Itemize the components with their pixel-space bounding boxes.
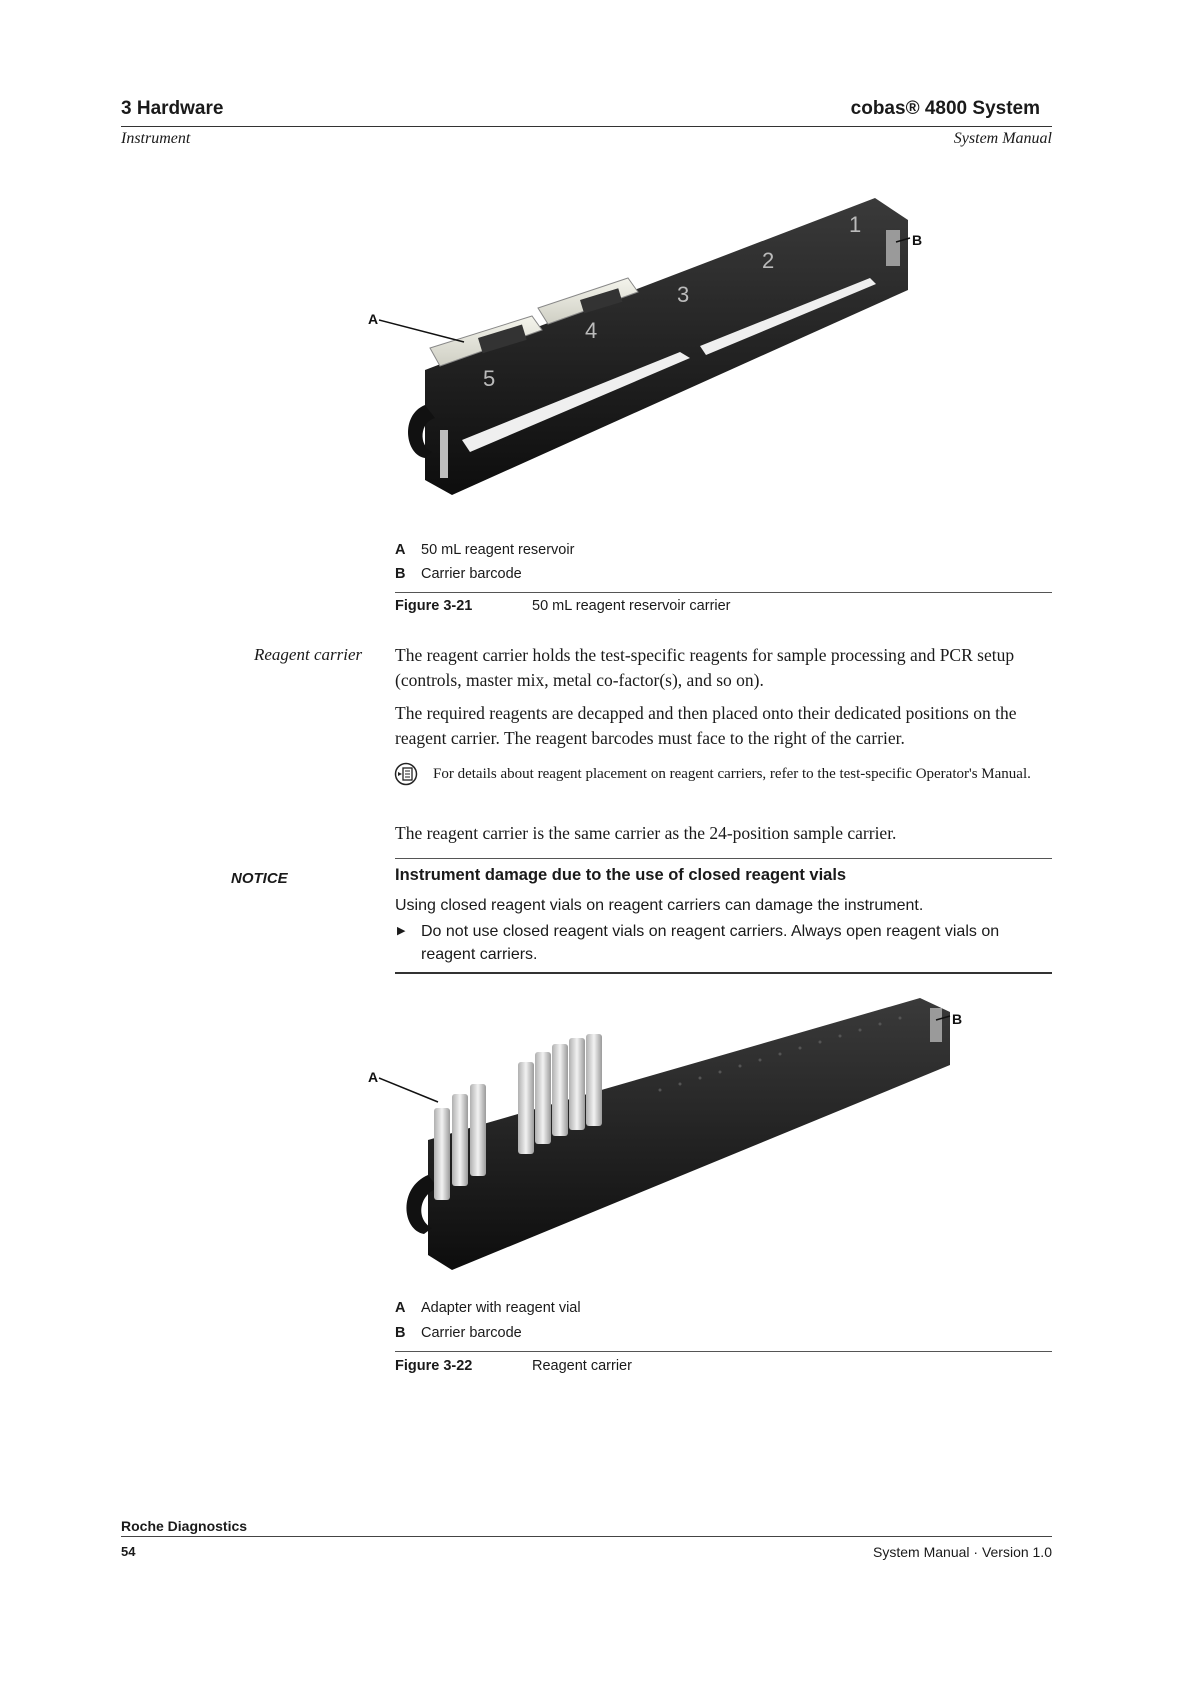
- figure1-legend-a: [395, 542, 574, 558]
- notice-label: NOTICE: [231, 870, 288, 887]
- slot-number-4: 4: [585, 318, 598, 343]
- document-reference-icon: [393, 762, 419, 786]
- paragraph-reagent-carrier-1: The reagent carrier holds the test-specific reagents for sample processing and PCR setup (controls, master mix, metal co-factor(s), and so on).: [395, 645, 1015, 690]
- figure2-legend-b: [395, 1325, 522, 1341]
- slot-number-5: 5: [483, 366, 496, 391]
- legend-text: 50 mL reagent reservoir: [421, 542, 575, 558]
- header-rule: [121, 126, 1052, 127]
- section-title: Instrument: [121, 130, 191, 147]
- callout-b: B: [952, 1011, 963, 1027]
- legend-text: Carrier barcode: [421, 566, 522, 582]
- figure1-caption-label: Figure 3-21: [395, 598, 473, 614]
- action-bullet-icon: ▶: [397, 925, 406, 937]
- callout-a: A: [368, 311, 379, 327]
- notice-top-rule: [395, 858, 1052, 859]
- legend-key: A: [395, 1300, 406, 1316]
- notice-text: Using closed reagent vials on reagent carriers can damage the instrument.: [395, 897, 924, 914]
- slot-number-3: 3: [677, 282, 690, 307]
- legend-text: Adapter with reagent vial: [421, 1300, 581, 1316]
- page-number: 54: [121, 1544, 136, 1559]
- product-title: cobas® 4800 System: [850, 98, 1040, 119]
- figure2-caption-text: Reagent carrier: [532, 1358, 632, 1374]
- note-reagent-placement: For details about reagent placement on reagent carriers, refer to the test-specific Operator's Manual.: [433, 766, 1031, 782]
- footer-rule: [121, 1536, 1052, 1537]
- legend-key: B: [395, 566, 406, 582]
- callout-a: A: [368, 1069, 379, 1085]
- manual-title: System Manual: [953, 130, 1052, 147]
- figure2-legend-a: [395, 1300, 581, 1316]
- notice-title: Instrument damage due to the use of closed reagent vials: [395, 866, 847, 884]
- footer-company: Roche Diagnostics: [121, 1518, 248, 1534]
- slot-number-1: 1: [849, 212, 862, 237]
- figure1-caption-text: 50 mL reagent reservoir carrier: [532, 598, 731, 614]
- legend-text: Carrier barcode: [421, 1325, 522, 1341]
- figure1-caption-rule: [395, 592, 1052, 593]
- figure1-legend-b: [395, 566, 522, 582]
- footer-version: System Manual · Version 1.0: [873, 1544, 1052, 1560]
- notice-action: Do not use closed reagent vials on reagent carriers. Always open reagent vials on reagent carriers.: [421, 923, 1000, 963]
- figure2-caption-label: Figure 3-22: [395, 1358, 473, 1374]
- legend-key: A: [395, 542, 406, 558]
- notice-bottom-rule: [395, 972, 1052, 974]
- callout-b: B: [912, 232, 923, 248]
- legend-key: B: [395, 1325, 406, 1341]
- slot-number-2: 2: [762, 248, 775, 273]
- chapter-title: 3 Hardware: [121, 98, 224, 119]
- paragraph-reagent-carrier-2: The required reagents are decapped and then placed onto their dedicated positions on the reagent carrier. The reagent barcodes must face to the right of the carrier.: [395, 703, 1017, 748]
- reagent-carrier-illustration: [368, 990, 1020, 1280]
- figure2-caption-rule: [395, 1351, 1052, 1352]
- reagent-reservoir-carrier-illustration: [368, 190, 1020, 520]
- paragraph-reagent-carrier-3: The reagent carrier is the same carrier as the 24-position sample carrier.: [395, 823, 897, 843]
- margin-label-reagent-carrier: Reagent carrier: [254, 645, 363, 664]
